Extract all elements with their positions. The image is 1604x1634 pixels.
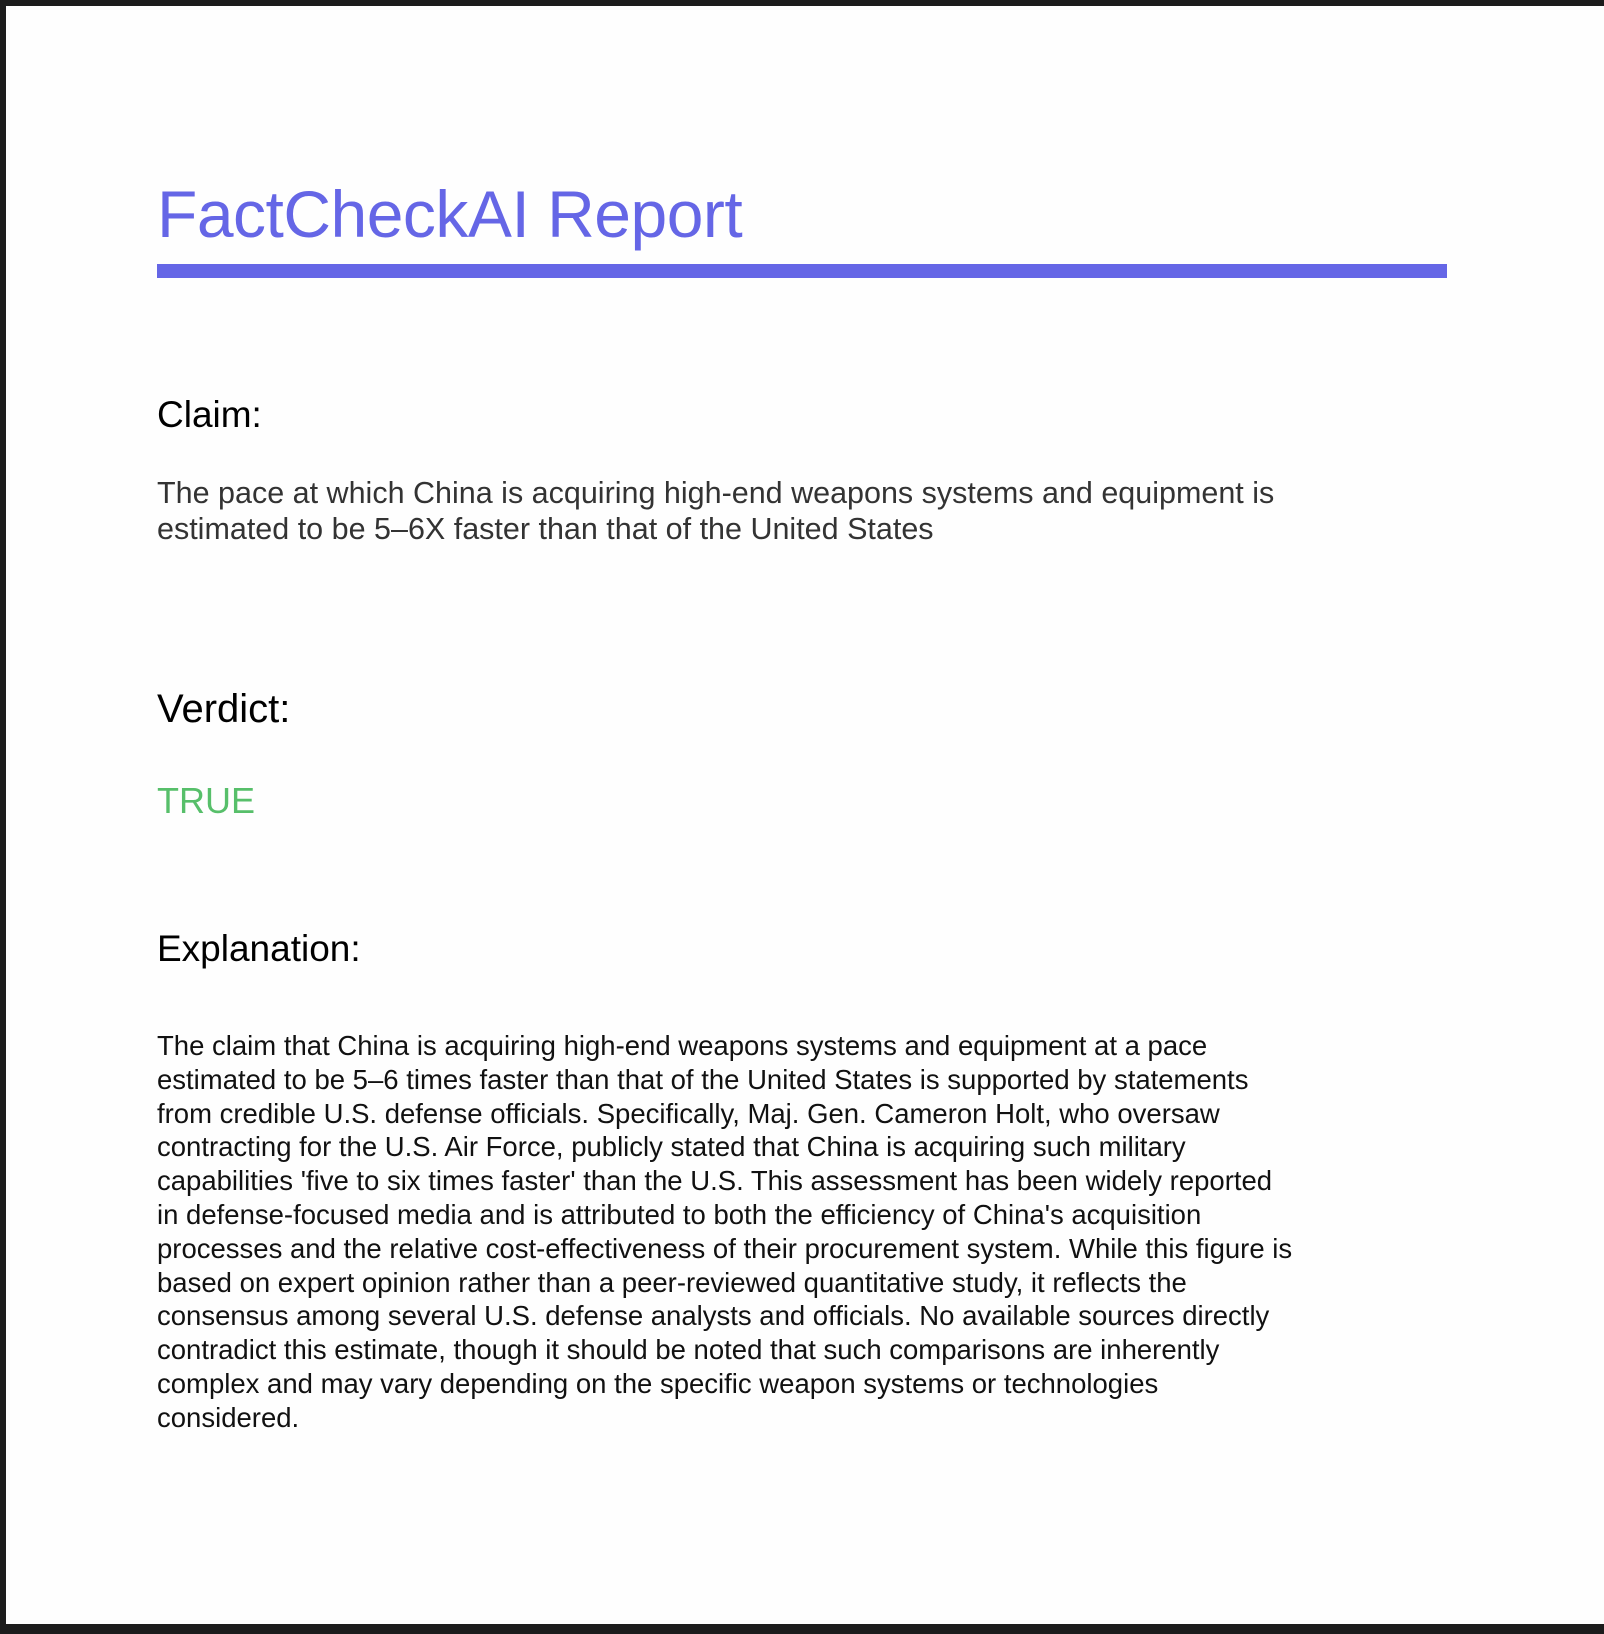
explanation-line: contradict this estimate, though it should be noted that such comparisons are inherently [157, 1334, 1220, 1366]
explanation-line: in defense-focused media and is attributed to both the efficiency of China's acquisition [157, 1198, 1202, 1230]
claim-line: The pace at which China is acquiring high-end weapons systems and equipment is [157, 476, 1275, 510]
report-page [6, 6, 1604, 1624]
verdict-heading: Verdict: [157, 687, 291, 731]
explanation-heading: Explanation: [157, 928, 361, 969]
explanation-line: estimated to be 5–6 times faster than that of the United States is supported by statements [157, 1063, 1249, 1095]
explanation-line: processes and the relative cost-effectiveness of their procurement system. While this figure is [157, 1232, 1293, 1264]
explanation-text [157, 1029, 1487, 1435]
explanation-line: based on expert opinion rather than a peer-reviewed quantitative study, it reflects the [157, 1266, 1187, 1298]
explanation-line: capabilities 'five to six times faster' than the U.S. This assessment has been widely reported [157, 1165, 1273, 1197]
title-divider [157, 264, 1447, 278]
explanation-line: The claim that China is acquiring high-end weapons systems and equipment at a pace [157, 1030, 1208, 1061]
claim-line: estimated to be 5–6X faster than that of the United States [157, 512, 934, 546]
explanation-line: consensus among several U.S. defense analysts and officials. No available sources directly [157, 1300, 1270, 1332]
explanation-line: complex and may vary depending on the specific weapon systems or technologies [157, 1367, 1159, 1399]
report-title: FactCheckAI Report [157, 177, 743, 251]
explanation-line: from credible U.S. defense officials. Specifically, Maj. Gen. Cameron Holt, who oversaw [157, 1097, 1220, 1129]
explanation-line: contracting for the U.S. Air Force, publicly stated that China is acquiring such military [157, 1131, 1186, 1163]
explanation-line: considered. [157, 1401, 300, 1433]
verdict-value: TRUE [157, 780, 255, 821]
claim-text [157, 475, 1457, 547]
claim-heading: Claim: [157, 394, 262, 435]
